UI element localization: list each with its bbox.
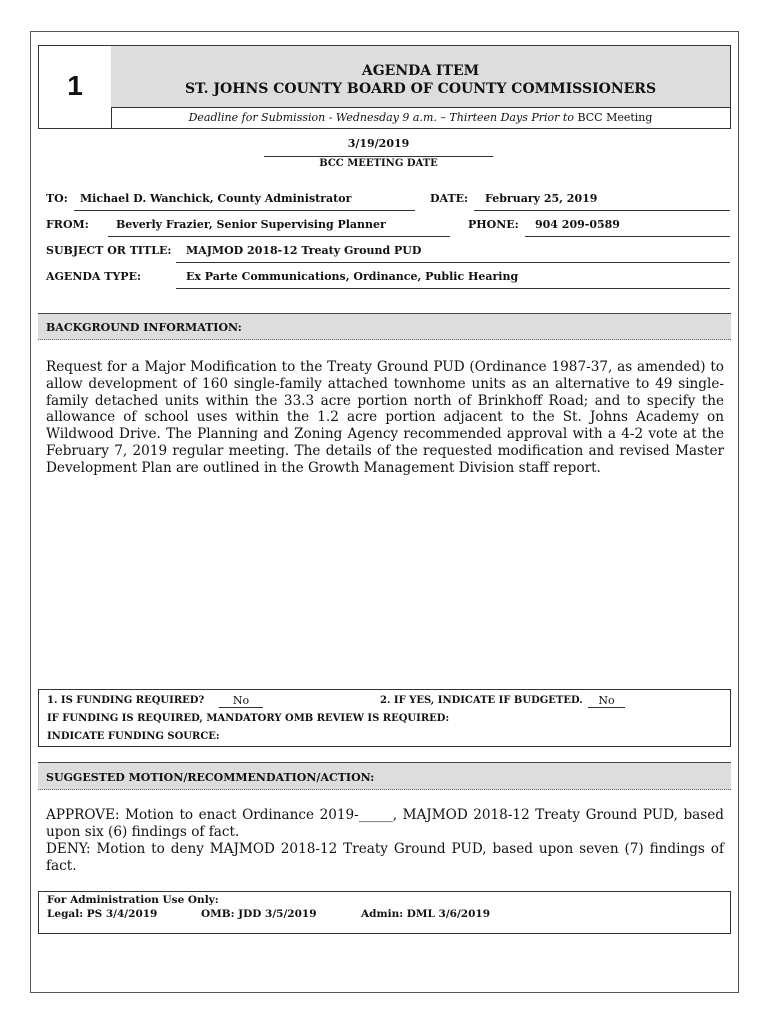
agenda-type-value: Ex Parte Communications, Ordinance, Public Hearing xyxy=(186,270,519,283)
date-label: DATE: xyxy=(430,192,469,205)
date-underline xyxy=(474,210,730,211)
meeting-date: 3/19/2019 xyxy=(347,137,410,150)
phone-value: 904 209-0589 xyxy=(535,218,620,231)
from-value: Beverly Frazier, Senior Supervising Planner xyxy=(116,218,386,231)
phone-label: PHONE: xyxy=(468,218,519,231)
subject-value: MAJMOD 2018-12 Treaty Ground PUD xyxy=(186,244,422,257)
background-heading-bar xyxy=(38,313,731,340)
to-value: Michael D. Wanchick, County Administrator xyxy=(80,192,352,205)
funding-source-label: INDICATE FUNDING SOURCE: xyxy=(47,731,220,742)
background-text: Request for a Major Modification to the Treaty Ground PUD (Ordinance 1987-37, as amended) to allow development of 160 single-family attached townhome units as an alternative to 49 single-family detached units within the 33.3 acre portion north of Brinkhoff Road; and to specify the allowance of school uses within the 1.2 acre portion adjacent to the St. Johns Academy on Wildwood Drive. The Planning and Zoning Agency recommended approval with a 4-2 vote at the February 7, 2019 regular meeting. The details of the requested modification and revised Master Development Plan are outlined in the Growth Management Division staff report. xyxy=(46,359,724,476)
from-label: FROM: xyxy=(46,218,89,231)
phone-underline xyxy=(525,236,730,237)
agenda-header xyxy=(38,45,731,129)
motion-approve: APPROVE: Motion to enact Ordinance 2019-_____, MAJMOD 2018-12 Treaty Ground PUD, based upon six (6) findings of fact. xyxy=(46,807,724,840)
subject-label: SUBJECT OR TITLE: xyxy=(46,244,172,257)
agenda-type-label: AGENDA TYPE: xyxy=(46,270,142,283)
motion-deny: DENY: Motion to deny MAJMOD 2018-12 Treaty Ground PUD, based upon seven (7) findings of fact. xyxy=(46,841,724,874)
from-underline xyxy=(108,236,450,237)
submission-deadline xyxy=(111,108,730,128)
subject-underline xyxy=(176,262,730,263)
title-line-1: AGENDA ITEM xyxy=(361,63,480,79)
date-value: February 25, 2019 xyxy=(485,192,598,205)
item-number: 1 xyxy=(67,70,83,101)
omb-review-note: IF FUNDING IS REQUIRED, MANDATORY OMB REVIEW IS REQUIRED: xyxy=(47,713,450,724)
admin-box xyxy=(38,891,731,934)
funding-box xyxy=(38,689,731,747)
meeting-date-underline xyxy=(264,156,493,157)
funding-q1-value: No xyxy=(219,694,263,708)
funding-q2-label: 2. IF YES, INDICATE IF BUDGETED. xyxy=(380,695,583,706)
admin-signoff: Admin: DML 3/6/2019 xyxy=(361,908,491,920)
title-line-2: ST. JOHNS COUNTY BOARD OF COUNTY COMMISSIONERS xyxy=(184,81,657,97)
background-heading: BACKGROUND INFORMATION: xyxy=(46,321,242,334)
meeting-date-label: BCC MEETING DATE xyxy=(319,158,438,169)
item-number-cell xyxy=(39,46,112,128)
motion-heading-bar xyxy=(38,762,731,790)
admin-heading: For Administration Use Only: xyxy=(47,894,219,906)
funding-q1 xyxy=(47,695,204,706)
funding-q2-value: No xyxy=(588,694,625,708)
to-label: TO: xyxy=(46,192,68,205)
omb-signoff: OMB: JDD 3/5/2019 xyxy=(201,908,317,920)
deadline-rest: BCC Meeting xyxy=(573,111,653,124)
to-underline xyxy=(74,210,415,211)
funding-q1-label: 1. IS FUNDING REQUIRED? xyxy=(47,695,205,706)
title-cell xyxy=(111,46,730,108)
agenda-type-underline xyxy=(176,288,730,289)
motion-heading: SUGGESTED MOTION/RECOMMENDATION/ACTION: xyxy=(46,771,375,784)
deadline-italic: Deadline for Submission - Wednesday 9 a.m. – Thirteen Days Prior to xyxy=(188,111,574,124)
legal-signoff: Legal: PS 3/4/2019 xyxy=(47,908,158,920)
